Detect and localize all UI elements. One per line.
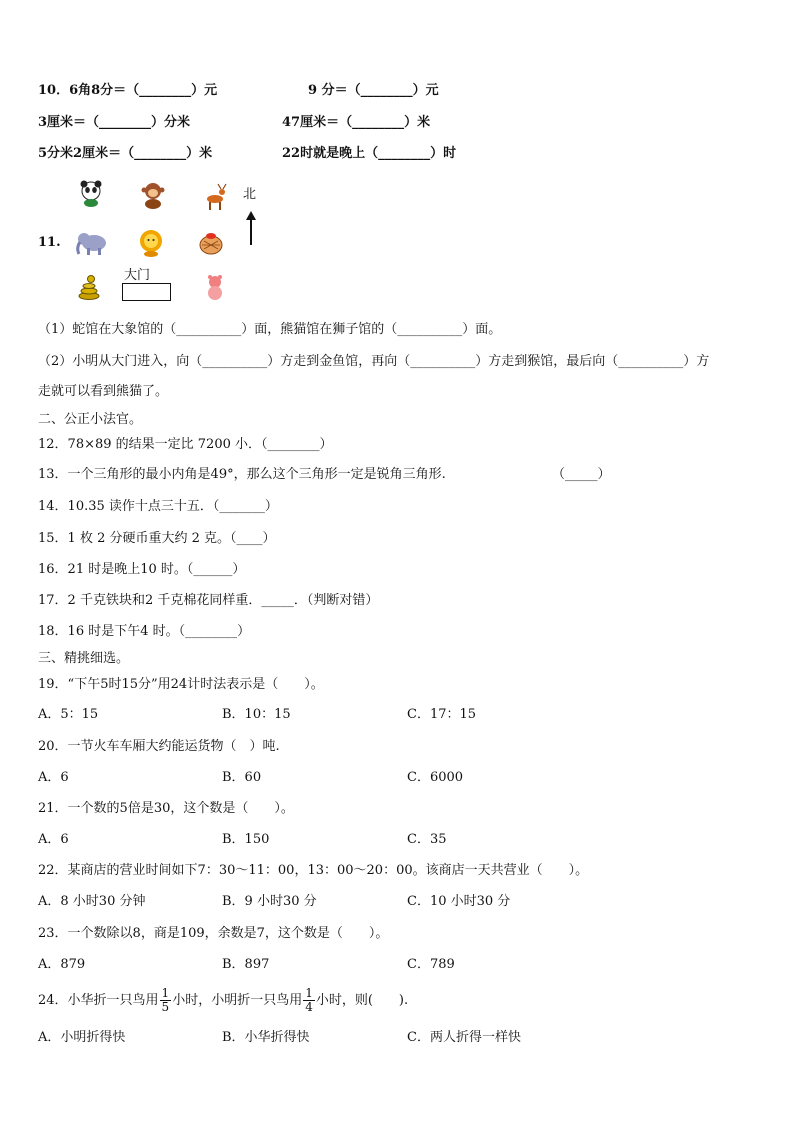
q19-option-a: A．5：15 <box>38 707 99 722</box>
q24-fraction-1 <box>160 987 172 1014</box>
q24-fraction-2 <box>303 987 315 1014</box>
q21-option-a: A．6 <box>38 832 69 847</box>
q10-e: 5分米2厘米＝（________）米 <box>38 146 213 161</box>
q24-text-1: 24．小华折一只鸟用 <box>38 993 159 1008</box>
q10-a: 10．6角8分＝（________）元 <box>38 83 218 98</box>
section3-heading: 三、精挑细选。 <box>38 651 130 666</box>
snake-icon <box>74 272 104 302</box>
north-arrow-icon <box>245 210 257 246</box>
q21-option-b: B．150 <box>222 832 270 847</box>
q18: 18．16 时是下午4 时。（________） <box>38 624 251 639</box>
q23: 23．一个数除以8，商是109，余数是7，这个数是（ ）。 <box>38 926 389 941</box>
q10-c: 3厘米＝（________）分米 <box>38 115 191 130</box>
q11-sub2b: 走就可以看到熊猫了。 <box>38 384 169 399</box>
q24-f1-denominator: 5 <box>161 1000 170 1014</box>
q22-option-b: B．9 小时30 分 <box>222 894 317 909</box>
q24-option-b: B．小华折得快 <box>222 1030 310 1045</box>
q10-d: 47厘米＝（________）米 <box>282 115 431 130</box>
q21-option-c: C．35 <box>407 832 447 847</box>
q24-f1-numerator: 1 <box>161 986 170 1000</box>
q23-option-a: A．879 <box>38 957 86 972</box>
goldfish-icon <box>196 228 226 258</box>
q24-f2-numerator: 1 <box>305 986 313 1000</box>
q24-text-2: 小时，小明折一只鸟用 <box>172 993 303 1008</box>
q21: 21．一个数的5倍是30，这个数是（ ）。 <box>38 801 294 816</box>
monkey-icon <box>138 180 168 210</box>
q20-option-c: C．6000 <box>407 770 464 785</box>
q20: 20．一节火车车厢大约能运货物（ ）吨. <box>38 739 280 754</box>
lion-icon <box>136 228 166 258</box>
q11-sub2a: （2）小明从大门进入，向（__________）方走到金鱼馆，再向（__________）方走到猴馆，最后向（__________）方 <box>38 354 710 369</box>
section2-heading: 二、公正小法官。 <box>38 412 143 427</box>
q24-option-a: A．小明折得快 <box>38 1030 126 1045</box>
elephant-icon <box>74 228 110 258</box>
q24-option-c: C．两人折得一样快 <box>407 1030 521 1045</box>
q20-option-a: A．6 <box>38 770 69 785</box>
q23-option-b: B．897 <box>222 957 270 972</box>
q13-blank: （_____） <box>552 467 611 482</box>
panda-icon <box>76 178 106 208</box>
q24-text-3: 小时，则( ). <box>315 993 409 1008</box>
gate-label: 大门 <box>124 268 151 283</box>
q13: 13．一个三角形的最小内角是49°，那么这个三角形一定是锐角三角形. <box>38 467 446 482</box>
q17: 17．2 千克铁块和2 千克棉花同样重．_____．（判断对错） <box>38 593 379 608</box>
q24-f2-denominator: 4 <box>305 1000 313 1014</box>
q14: 14．10.35 读作十点三十五．（_______） <box>38 499 278 514</box>
q16: 16．21 时是晚上10 时。（______） <box>38 562 246 577</box>
q11-number: 11. <box>38 235 61 250</box>
q15: 15．1 枚 2 分硬币重大约 2 克。（____） <box>38 531 276 546</box>
q11-sub1: （1）蛇馆在大象馆的（__________）面，熊猫馆在狮子馆的（__________）面。 <box>38 322 502 337</box>
gate-box <box>122 283 171 301</box>
q23-option-c: C．789 <box>407 957 455 972</box>
q12: 12．78×89 的结果一定比 7200 小．（________） <box>38 437 333 452</box>
q22-option-a: A．8 小时30 分钟 <box>38 894 146 909</box>
q10-f: 22时就是晚上（________）时 <box>282 146 457 161</box>
q20-option-b: B．60 <box>222 770 262 785</box>
q22: 22．某商店的营业时间如下7：30～11：00，13：00～20：00。该商店一天共营业（ ）。 <box>38 863 589 878</box>
bear-icon <box>200 272 230 302</box>
q24 <box>38 984 408 1018</box>
q19-option-c: C．17：15 <box>407 707 477 722</box>
q19: 19．“下午5时15分”用24计时法表示是（ ）。 <box>38 677 324 692</box>
q10-b: 9 分＝（________）元 <box>308 83 439 98</box>
deer-icon <box>200 182 230 212</box>
north-label: 北 <box>243 187 257 202</box>
q22-option-c: C．10 小时30 分 <box>407 894 511 909</box>
q19-option-b: B．10：15 <box>222 707 291 722</box>
